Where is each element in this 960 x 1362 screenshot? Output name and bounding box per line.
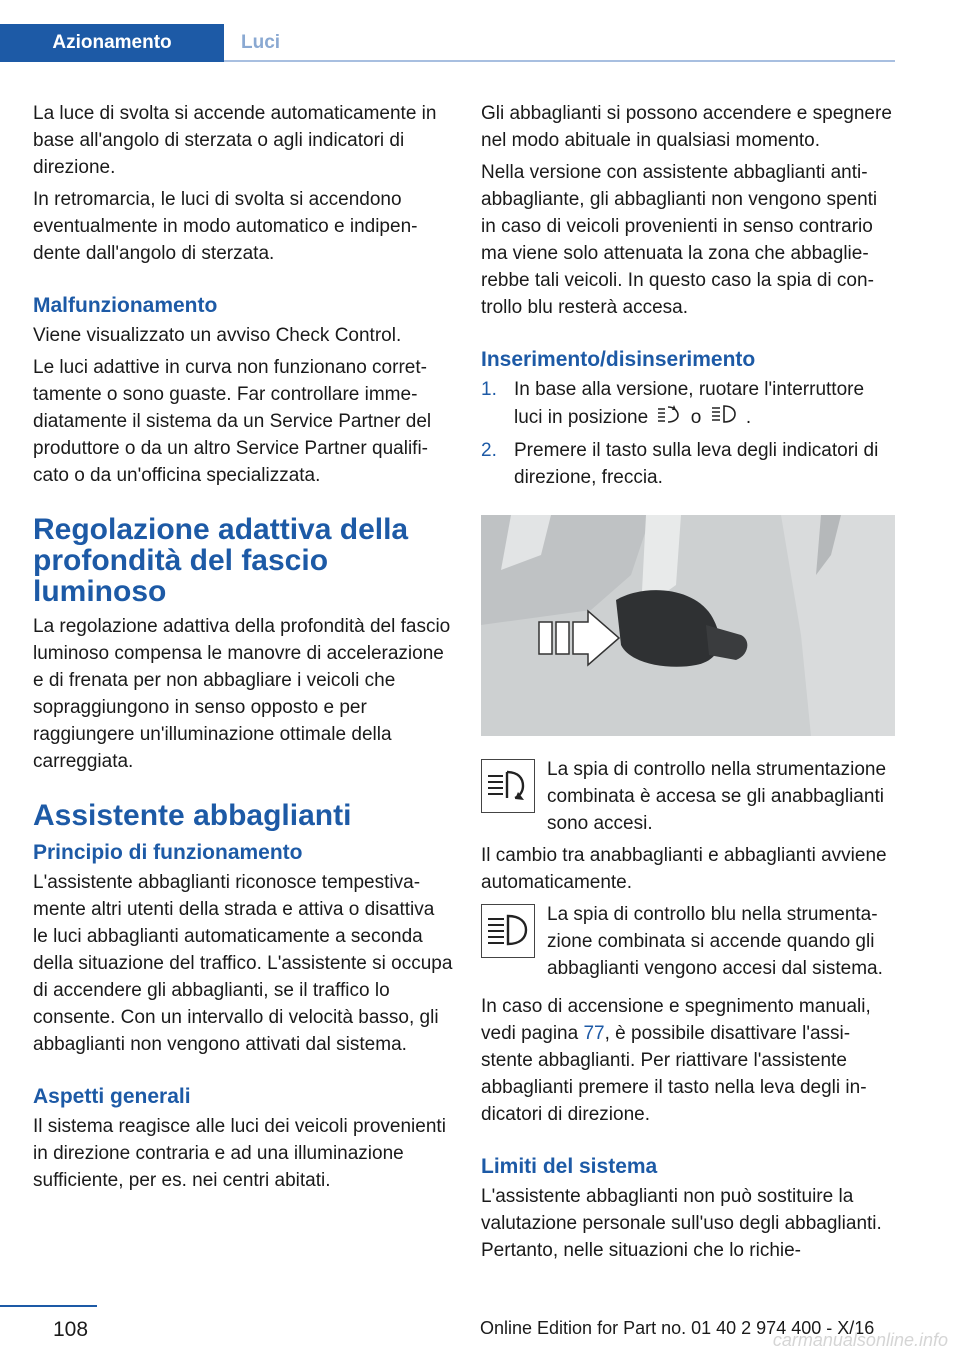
- step-number: 2.: [481, 440, 497, 461]
- step-text: In base alla versione, ruotare l'interruttore luci in posizione: [514, 379, 865, 429]
- steps-list: [481, 376, 895, 491]
- heading-adaptive-beam: Regolazione adattiva della profondità del fascio luminoso: [33, 513, 409, 608]
- paragraph-adaptive-beam: La regolazione adattiva della profondità del fascio luminoso compensa le manovre di accelerazione e di frenata per non abbagliare i veicoli che sopraggiungono in senso opposto e per raggiungere un'illuminazione ottimale della carreggiata.: [33, 616, 451, 772]
- paragraph-manual-text: In caso di accensione e spegnimento manuali, vedi pagina: [481, 996, 871, 1044]
- step-text: .: [745, 407, 752, 429]
- highbeam-indicator-icon: [481, 904, 535, 958]
- footer-divider: [0, 1305, 97, 1307]
- lowbeam-indicator-icon: [481, 759, 535, 813]
- header-divider: [224, 60, 895, 62]
- heading-malfunction: Malfunzionamento: [33, 294, 218, 317]
- paragraph-antidazzle: Nella versione con assistente abbaglianti antiabbagliante, gli abbaglianti non vengono spenti in caso di veicoli provenienti in senso contrario ma viene solo attenuata la zona che abbaglierebbe tali veicoli. In questo caso la spia di controllo blu resterà accesa.: [481, 162, 878, 318]
- turn-signal-lever-photo: [481, 515, 895, 736]
- heading-principle: Principio di funzionamento: [33, 841, 303, 864]
- paragraph-on-off: Gli abbaglianti si possono accendere e spegnere nel modo abituale in qualsiasi momento.: [481, 103, 892, 151]
- heading-system-limits: Limiti del sistema: [481, 1155, 658, 1178]
- paragraph-system-limits: L'assistente abbaglianti non può sostituire la valutazione personale sull'uso degli abbaglianti. Pertanto, nelle situazioni che lo richie-: [481, 1186, 882, 1261]
- heading-general-aspects: Aspetti generali: [33, 1085, 191, 1108]
- left-column: [33, 100, 453, 1199]
- paragraph-manual-text: , è possibile disattivare l'assistente abbaglianti. Per riattivare l'assistente abbaglianti premere il tasto nella leva degli indicatori di direzione.: [481, 1023, 867, 1125]
- right-column: [481, 100, 895, 1269]
- heading-high-beam-assistant: Assistente abbaglianti: [33, 799, 352, 832]
- footer-edition: Online Edition for Part no. 01 40 2 974 400 - X/16: [480, 1318, 875, 1338]
- header-tabs: [0, 24, 895, 62]
- paragraph-change: Il cambio tra anabbaglianti e abbaglianti avviene automaticamente.: [481, 845, 887, 893]
- paragraph-general-aspects: Il sistema reagisce alle luci dei veicoli provenienti in direzione contraria e ad una illuminazione sufficiente, per es. nei centri abitati.: [33, 1116, 446, 1191]
- page-link-77[interactable]: 77: [583, 1023, 605, 1044]
- page-number: 108: [53, 1318, 89, 1341]
- low-beam-icon: [710, 403, 738, 433]
- paragraph-indicator-lowbeam: La spia di controllo nella strumentazione combinata è accesa se gli anabbaglianti sono accesi.: [547, 759, 887, 834]
- step-text: Premere il tasto sulla leva degli indicatori di direzione, freccia.: [514, 440, 879, 488]
- step-text: o: [690, 407, 702, 429]
- indicator-blue-note: [481, 901, 895, 982]
- paragraph-intro-1: La luce di svolta si accende automaticamente in base all'angolo di sterzata o agli indicatori di direzione.: [33, 103, 437, 178]
- paragraph-principle: L'assistente abbaglianti riconosce tempestivamente altri utenti della strada e attiva o disattiva le luci abbaglianti automaticamente a seconda della situazione del traffico. L'assistente si occupa di accendere gli abbaglianti, se il traffico lo consente. Con un intervallo di velocità basso, gli abbaglianti non vengono attivati dal sistema.: [33, 872, 453, 1055]
- heading-switch-on-off: Inserimento/disinserimento: [481, 348, 756, 371]
- auto-headlight-icon: [656, 403, 682, 433]
- paragraph-malfunction-1: Viene visualizzato un avviso Check Control.: [33, 325, 402, 346]
- indicator-lowbeam-note: [481, 756, 895, 837]
- paragraph-indicator-blue: La spia di controllo blu nella strumentazione combinata si accende quando gli abbaglianti vengono accesi dal sistema.: [547, 904, 883, 979]
- paragraph-manual: [481, 993, 895, 1128]
- list-item: [481, 437, 895, 491]
- paragraph-malfunction-2: Le luci adattive in curva non funzionano correttamente o sono guaste. Far controllare immediatamente il sistema da un Service Partner del produttore o da un altro Service Partner qualificato o da un'officina specializzata.: [33, 357, 432, 486]
- tab-azionamento[interactable]: Azionamento: [0, 24, 224, 62]
- step-number: 1.: [481, 379, 497, 400]
- list-item: [481, 376, 895, 433]
- paragraph-intro-2: In retromarcia, le luci di svolta si accendono eventualmente in modo automatico e indipendente dall'angolo di sterzata.: [33, 189, 418, 264]
- watermark: carmanualsonline.info: [772, 1330, 948, 1350]
- tab-luci[interactable]: Luci: [241, 32, 281, 53]
